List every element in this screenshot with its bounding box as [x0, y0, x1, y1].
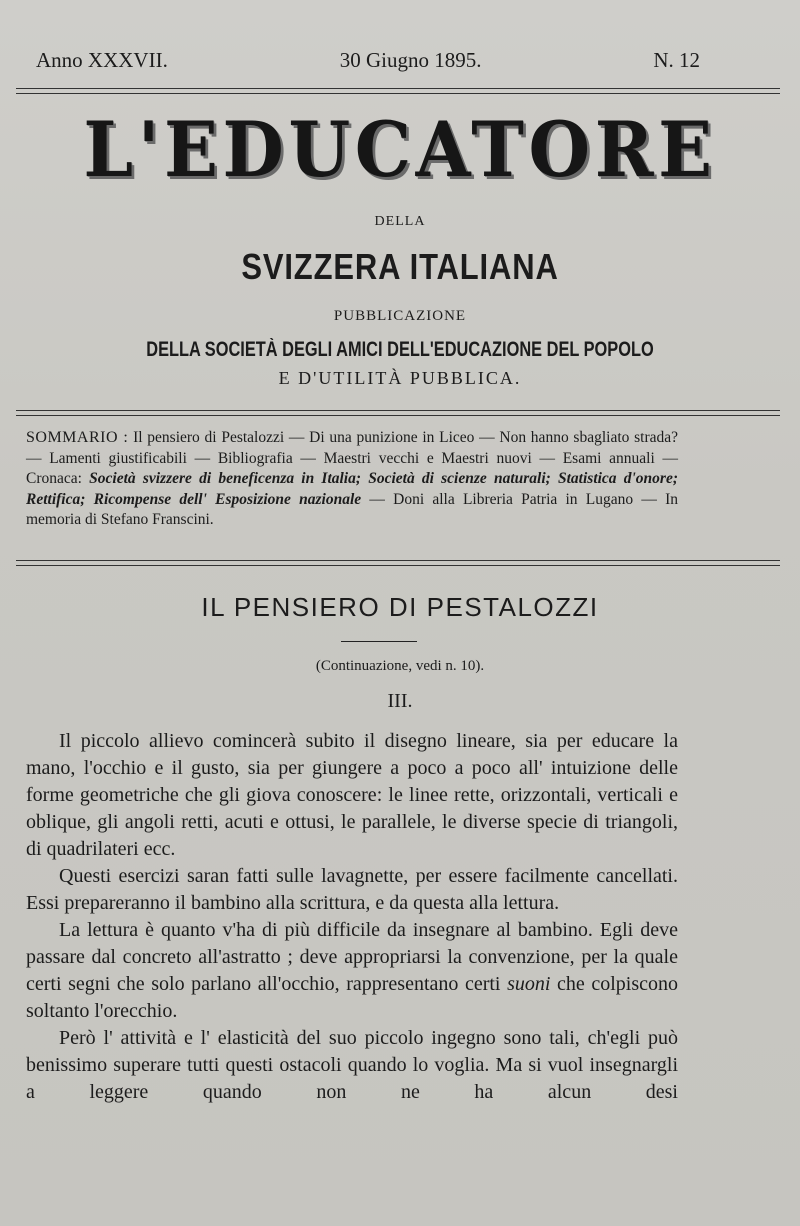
summary-label: SOMMARIO : [26, 429, 129, 446]
summary-rule-bottom [16, 560, 780, 561]
article-body [26, 728, 678, 1106]
paragraph-3-a: La lettura è quanto v'ha di più difficile da insegnare al bambino. Egli deve passare dal concreto all'astratto ; deve appropriarsi la convenzione, per la quale certi segni che solo parlano all'occhio, rappresentano certi [26, 919, 678, 995]
summary-text-2: — Doni alla Libreria Patria in Lugano — In memoria di Stefano Franscini. [26, 490, 678, 528]
masthead-subtitle: SVIZZERA ITALIANA [241, 246, 559, 287]
masthead-title: L'EDUCATORE [83, 105, 717, 194]
issue-number: N. 12 [653, 48, 700, 72]
issue-year: Anno XXXVII. [36, 48, 168, 72]
header-rule-bottom [16, 93, 780, 94]
paragraph-1: Il piccolo allievo comincerà subito il disegno lineare, sia per educare la mano, l'occhio e il gusto, sia per giungere a poco a poco all' intuizione delle forme geometriche che gli giova conoscere: le linee rette, orizzontali, verticali e oblique, gli angoli retti, acuti e ottusi, le parallele, le diverse specie di triangoli, di quadrilateri ecc. [26, 730, 678, 860]
masthead-pubblicazione: PUBBLICAZIONE [333, 308, 467, 324]
summary-rule-top-2 [16, 415, 780, 416]
header-rule-top [16, 88, 780, 89]
issue-date: 30 Giugno 1895. [339, 48, 482, 72]
continuation-note: (Continuazione, vedi n. 10). [315, 658, 485, 674]
paragraph-3 [26, 917, 678, 1025]
paragraph-4: Però l' attività e l' elasticità del suo piccolo ingegno sono tali, ch'egli può benissimo superare tutti questi ostacoli quando lo voglia. Ma si vuol insegnargli a leggere quando non ne ha alcun desi [26, 1027, 678, 1103]
paragraph-3-b: che colpiscono soltanto l'orecchio. [26, 973, 679, 1022]
summary-rule-bottom-2 [16, 565, 780, 566]
masthead-society: DELLA SOCIETÀ DEGLI AMICI DELL'EDUCAZIONE DEL POPOLO [146, 338, 654, 361]
summary-text-italic: Società svizzere di beneficenza in Italia; Società di scienze naturali; Statistica d'onore; Rettifica; Ricompense dell' Esposizione nazionale [26, 470, 678, 508]
masthead-della: DELLA [374, 214, 426, 229]
summary-rule-top [16, 410, 780, 411]
section-number: III. [387, 690, 413, 712]
paragraph-2: Questi esercizi saran fatti sulle lavagnette, per essere facilmente cancellati. Essi prepareranno il bambino alla scrittura, e da questa alla lettura. [26, 865, 678, 914]
title-divider [341, 641, 417, 642]
summary-text-1: Il pensiero di Pestalozzi — Di una punizione in Liceo — Non hanno sbagliato strada? — Lamenti giustificabili — Bibliografia — Maestri vecchi e Maestri nuovi — Esami annuali — Cronaca: [26, 429, 679, 487]
issue-header [36, 48, 700, 73]
paragraph-3-italic: suoni [507, 973, 551, 995]
masthead-utility: E D'UTILITÀ PUBBLICA. [278, 368, 522, 388]
article-title: IL PENSIERO DI PESTALOZZI [201, 592, 599, 622]
summary-box [26, 428, 678, 531]
